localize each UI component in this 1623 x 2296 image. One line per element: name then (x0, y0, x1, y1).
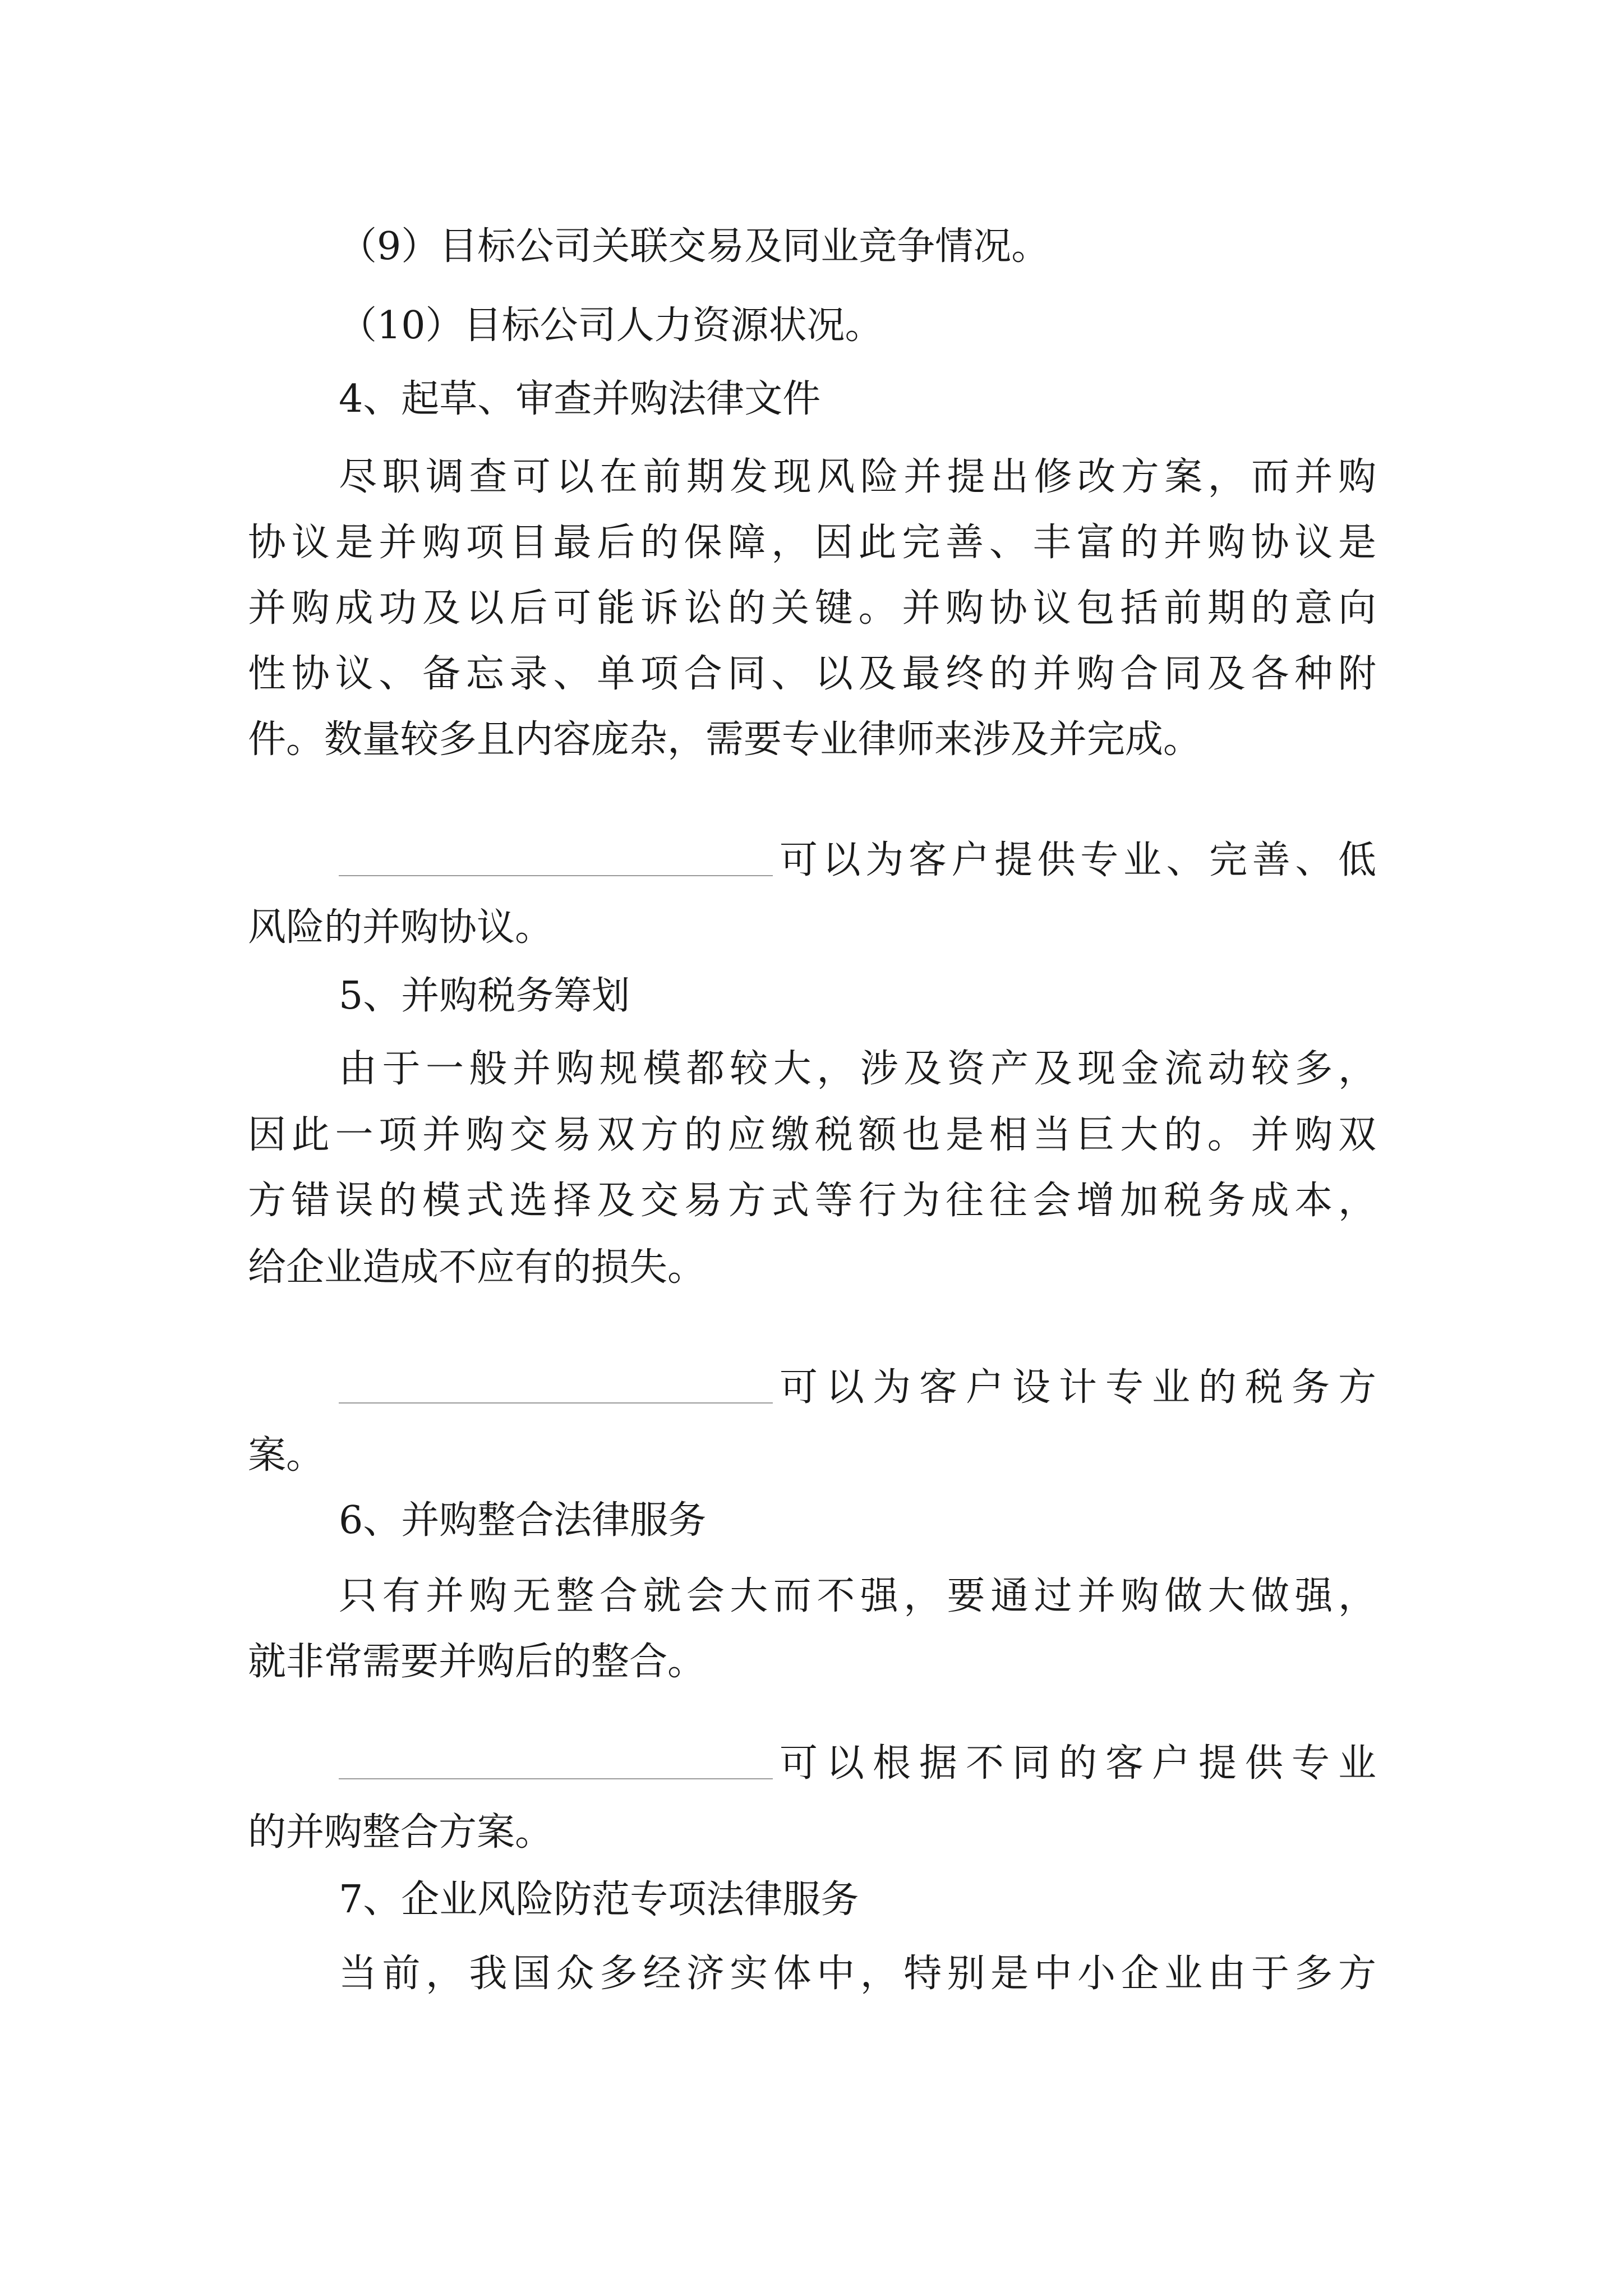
paragraph-line: 风险的并购协议。 (248, 905, 554, 950)
paragraph-line: 并购成功及以后可能诉讼的关键。并购协议包括前期的意向 (248, 586, 1376, 631)
paragraph-line: 的并购整合方案。 (248, 1810, 554, 1855)
fill-in-line (339, 1361, 1376, 1415)
fill-in-line (339, 1737, 1376, 1791)
section-heading-7: 7、企业风险防范专项法律服务 (339, 1878, 859, 1922)
paragraph-line: 由于一般并购规模都较大，涉及资产及现金流动较多， (339, 1047, 1376, 1091)
section-heading-4: 4、起草、审查并购法律文件 (339, 377, 821, 421)
list-item-9: （9）目标公司关联交易及同业竞争情况。 (339, 224, 1050, 269)
paragraph-line: 案。 (248, 1433, 325, 1478)
paragraph-line: 件。数量较多且内容庞杂，需要专业律师来涉及并完成。 (248, 717, 1202, 762)
paragraph-line: 给企业造成不应有的损失。 (248, 1245, 706, 1290)
paragraph-line: 可以根据不同的客户提供专业 (780, 1741, 1376, 1786)
fill-in-blank (339, 1382, 773, 1404)
fill-in-blank (339, 1758, 773, 1779)
list-item-10: （10）目标公司人力资源状况。 (339, 303, 883, 348)
paragraph-line: 协议是并购项目最后的保障，因此完善、丰富的并购协议是 (248, 521, 1376, 565)
paragraph-line: 当前，我国众多经济实体中，特别是中小企业由于多方 (339, 1952, 1376, 1996)
paragraph-line: 可以为客户设计专业的税务方 (780, 1365, 1376, 1410)
paragraph-line: 因此一项并购交易双方的应缴税额也是相当巨大的。并购双 (248, 1113, 1376, 1157)
fill-in-line (339, 834, 1376, 887)
paragraph-line: 尽职调查可以在前期发现风险并提出修改方案，而并购 (339, 455, 1376, 499)
paragraph-line: 就非常需要并购后的整合。 (248, 1640, 706, 1684)
section-heading-5: 5、并购税务筹划 (339, 974, 630, 1018)
paragraph-line: 方错误的模式选择及交易方式等行为往往会增加税务成本， (248, 1179, 1376, 1223)
fill-in-blank (339, 855, 773, 876)
paragraph-line: 只有并购无整合就会大而不强，要通过并购做大做强， (339, 1574, 1376, 1618)
section-heading-6: 6、并购整合法律服务 (339, 1498, 707, 1543)
paragraph-line: 性协议、备忘录、单项合同、以及最终的并购合同及各种附 (248, 652, 1376, 696)
paragraph-line: 可以为客户提供专业、完善、低 (780, 838, 1376, 882)
